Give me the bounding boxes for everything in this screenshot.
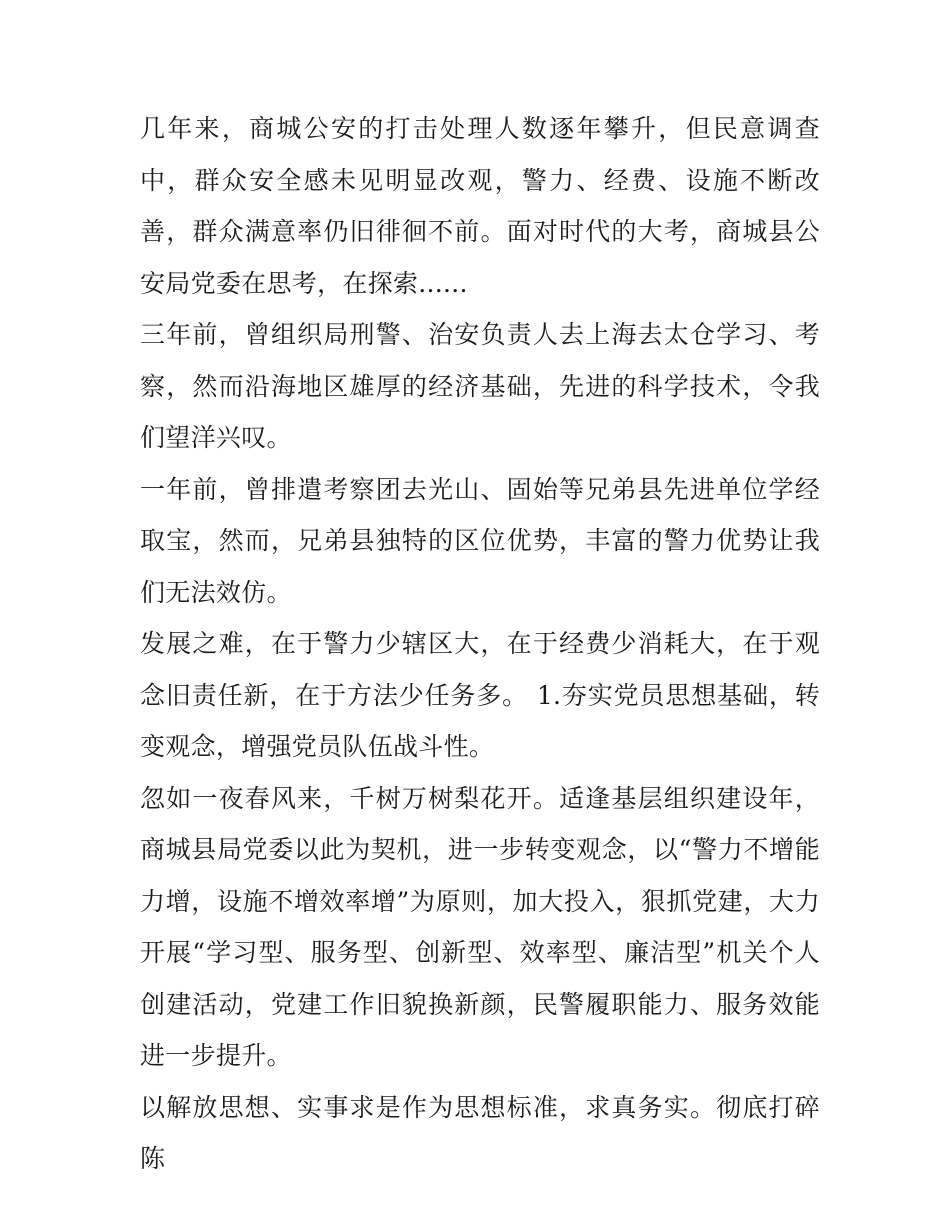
document-body [140,103,820,1185]
paragraph-3: 一年前，曾排遣考察团去光山、固始等兄弟县先进单位学经取宝，然而，兄弟县独特的区位优势，丰富的警力优势让我们无法效仿。 [140,474,820,607]
paragraph-6: 以解放思想、实事求是作为思想标准，求真务实。彻底打碎陈 [140,1092,820,1173]
paragraph-4: 发展之难，在于警力少辖区大，在于经费少消耗大，在于观念旧责任新，在于方法少任务多。 1.夯实党员思想基础，转变观念，增强党员队伍战斗性。 [140,629,820,761]
paragraph-2: 三年前，曾组织局刑警、治安负责人去上海去太仓学习、考察，然而沿海地区雄厚的经济基础，先进的科学技术，令我们望洋兴叹。 [140,320,820,452]
paragraph-1: 几年来，商城公安的打击处理人数逐年攀升，但民意调查中，群众安全感未见明显改观，警力、经费、设施不断改善，群众满意率仍旧徘徊不前。面对时代的大考，商城县公安局党委在思考，在探索...... [140,114,820,298]
paragraph-5: 忽如一夜春风来，千树万树梨花开。适逢基层组织建设年，商城县局党委以此为契机，进一步转变观念，以“警力不增能力增，设施不增效率增”为原则，加大投入，狠抓党建，大力开展“学习型、服务型、创新型、效率型、廉洁型”机关个人创建活动，党建工作旧貌换新颜，民警履职能力、服务效能进一步提升。 [140,783,820,1070]
